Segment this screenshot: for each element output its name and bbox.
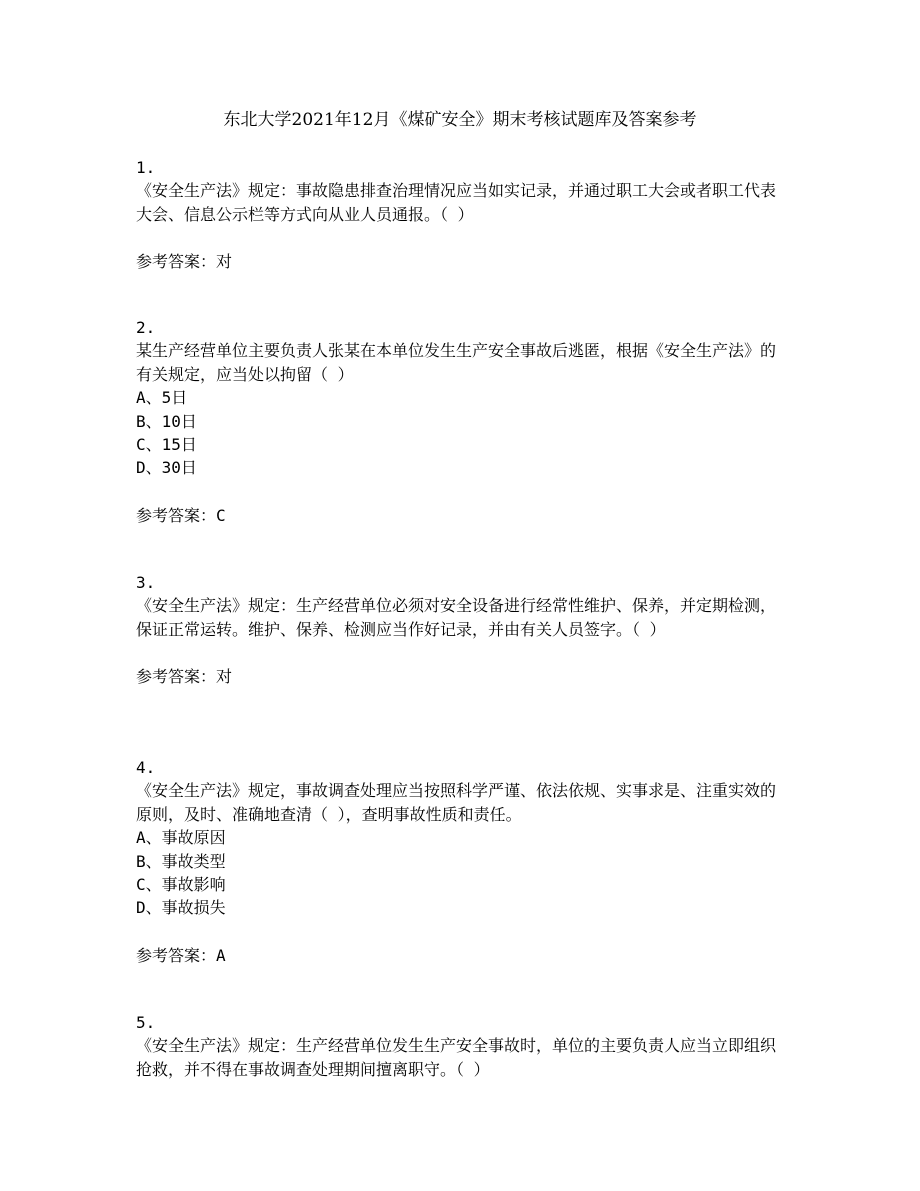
answer-line: 参考答案：C (136, 505, 226, 525)
option-d: D、事故损失 (136, 898, 226, 918)
question-number: 2. (136, 318, 156, 337)
question-2 (136, 316, 786, 527)
answer-line: 参考答案：对 (136, 252, 233, 272)
question-1 (136, 156, 786, 274)
question-5 (136, 1011, 786, 1081)
question-number: 1. (136, 158, 156, 177)
question-number: 3. (136, 573, 156, 592)
option-a: A、5日 (136, 388, 188, 408)
option-b: B、事故类型 (136, 851, 226, 871)
answer-line: 参考答案：A (136, 945, 226, 965)
document-title: 东北大学2021年12月《煤矿安全》期末考核试题库及答案参考 (223, 110, 697, 130)
question-3 (136, 571, 786, 689)
option-b: B、10日 (136, 411, 197, 431)
question-number: 4. (136, 758, 156, 777)
answer-line: 参考答案：对 (136, 667, 233, 687)
question-stem: 《安全生产法》规定，事故调查处理应当按照科学严谨、依法依规、实事求是、注重实效的原则，及时、准确地查清（ ），查明事故性质和责任。 (136, 781, 777, 824)
question-number: 5. (136, 1013, 156, 1032)
option-d: D、30日 (136, 458, 197, 478)
option-a: A、事故原因 (136, 828, 226, 848)
option-c: C、15日 (136, 435, 197, 455)
option-c: C、事故影响 (136, 875, 226, 895)
question-stem: 《安全生产法》规定：事故隐患排查治理情况应当如实记录，并通过职工大会或者职工代表大会、信息公示栏等方式向从业人员通报。（ ） (136, 181, 777, 224)
question-stem: 《安全生产法》规定：生产经营单位必须对安全设备进行经常性维护、保养，并定期检测，保证正常运转。维护、保养、检测应当作好记录，并由有关人员签字。（ ） (136, 596, 777, 639)
question-stem: 《安全生产法》规定：生产经营单位发生生产安全事故时，单位的主要负责人应当立即组织抢救，并不得在事故调查处理期间擅离职守。（ ） (136, 1036, 777, 1079)
question-stem: 某生产经营单位主要负责人张某在本单位发生生产安全事故后逃匿，根据《安全生产法》的有关规定，应当处以拘留（ ） (136, 341, 777, 384)
question-4 (136, 756, 786, 967)
